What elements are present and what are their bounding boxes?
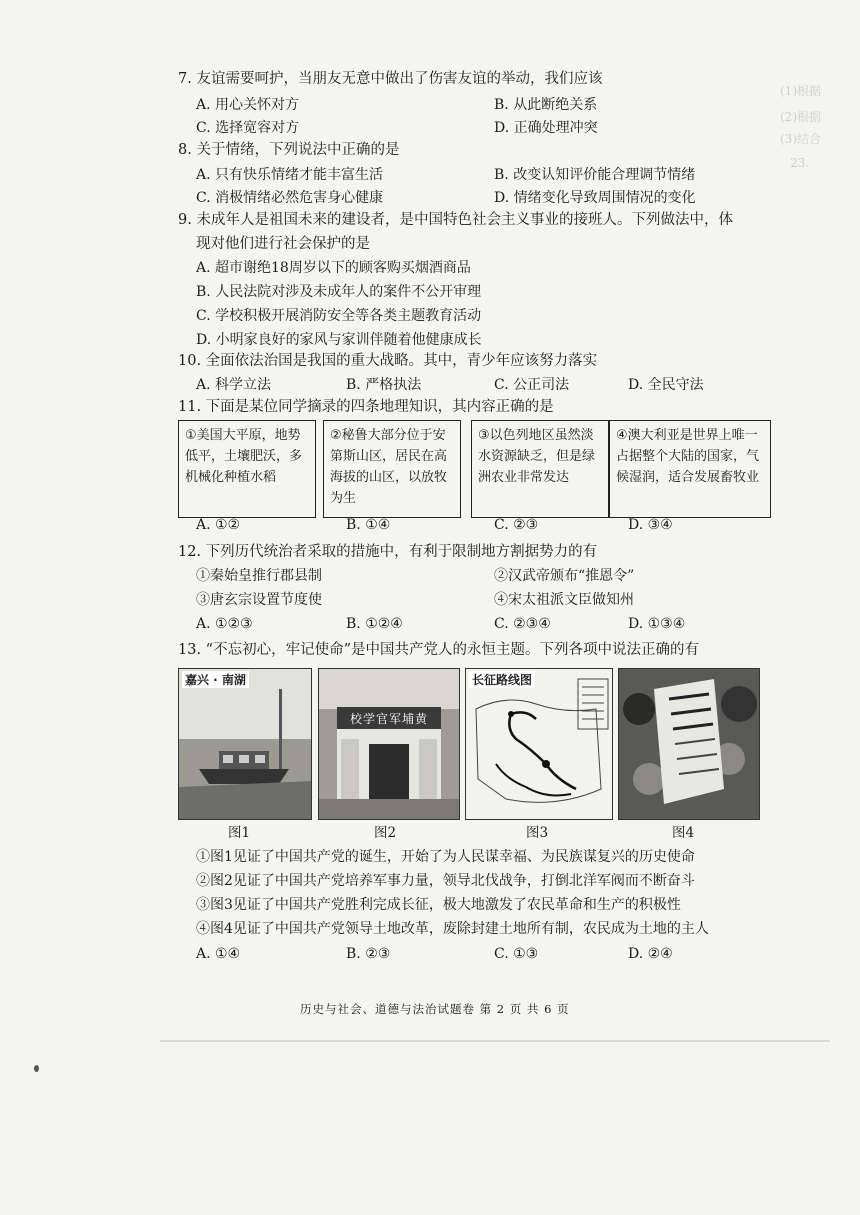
q9-option-c[interactable]: C. 学校积极开展消防安全等各类主题教育活动 bbox=[196, 308, 482, 324]
scan-edge-line bbox=[160, 1040, 830, 1042]
figure-3-image bbox=[465, 668, 613, 820]
q7-option-d[interactable]: D. 正确处理冲突 bbox=[494, 120, 598, 136]
q13-item-4: ④图4见证了中国共产党领导土地改革，废除封建土地所有制，农民成为土地的主人 bbox=[196, 921, 709, 937]
q9-option-b[interactable]: B. 人民法院对涉及未成年人的案件不公开审理 bbox=[196, 284, 482, 300]
q10-option-a[interactable]: A. 科学立法 bbox=[196, 377, 272, 393]
geo-fact-box-3: ③以色列地区虽然淡水资源缺乏，但是绿洲农业非常发达 bbox=[471, 420, 609, 518]
q10-option-d[interactable]: D. 全民守法 bbox=[628, 377, 704, 393]
figure-2-sign: 校学官军埔黄 bbox=[349, 712, 428, 726]
page-footer: 历史与社会、道德与法治试题卷 第 2 页 共 6 页 bbox=[300, 1002, 570, 1016]
figure-3-tag: 长征路线图 bbox=[469, 671, 535, 688]
figure-2-image bbox=[318, 668, 460, 820]
q13-option-a[interactable]: A. ①④ bbox=[196, 946, 241, 962]
q13-option-c[interactable]: C. ①③ bbox=[494, 946, 539, 962]
figure-3-caption: 图3 bbox=[526, 825, 549, 841]
question-13-stem: 13. “不忘初心，牢记使命”是中国共产党人的永恒主题。下列各项中说法正确的有 bbox=[178, 642, 699, 658]
geo-fact-box-1: ①美国大平原，地势低平，土壤肥沃，多机械化种植水稻 bbox=[178, 420, 316, 518]
geo-fact-box-4: ④澳大利亚是世界上唯一占据整个大陆的国家，气候湿润，适合发展畜牧业 bbox=[609, 420, 771, 518]
figure-4-caption: 图4 bbox=[672, 825, 695, 841]
q8-option-a[interactable]: A. 只有快乐情绪才能丰富生活 bbox=[196, 167, 384, 183]
q12-option-d[interactable]: D. ①③④ bbox=[628, 616, 686, 632]
q12-option-b[interactable]: B. ①②④ bbox=[346, 616, 403, 632]
q7-option-c[interactable]: C. 选择宽容对方 bbox=[196, 120, 300, 136]
q12-option-a[interactable]: A. ①②③ bbox=[196, 616, 253, 632]
question-11-stem: 11. 下面是某位同学摘录的四条地理知识，其内容正确的是 bbox=[178, 399, 554, 415]
q12-item-4: ④宋太祖派文臣做知州 bbox=[494, 592, 634, 608]
q8-option-c[interactable]: C. 消极情绪必然危害身心健康 bbox=[196, 190, 384, 206]
q7-option-a[interactable]: A. 用心关怀对方 bbox=[196, 97, 300, 113]
q13-item-2: ②图2见证了中国共产党培养军事力量，领导北伐战争，打倒北洋军阀而不断奋斗 bbox=[196, 873, 695, 889]
q9-option-d[interactable]: D. 小明家良好的家风与家训伴随着他健康成长 bbox=[196, 332, 482, 348]
scan-dot bbox=[34, 1065, 39, 1072]
q13-option-d[interactable]: D. ②④ bbox=[628, 946, 673, 962]
q12-item-3: ③唐玄宗设置节度使 bbox=[196, 592, 322, 608]
question-10-stem: 10. 全面依法治国是我国的重大战略。其中，青少年应该努力落实 bbox=[178, 353, 598, 369]
figure-1-tag: 嘉兴 · 南湖 bbox=[182, 671, 249, 688]
question-8-stem: 8. 关于情绪，下列说法中正确的是 bbox=[178, 142, 400, 158]
q8-option-b[interactable]: B. 改变认知评价能合理调节情绪 bbox=[494, 167, 696, 183]
q13-item-1: ①图1见证了中国共产党的诞生，开始了为人民谋幸福、为民族谋复兴的历史使命 bbox=[196, 849, 695, 865]
q13-option-b[interactable]: B. ②③ bbox=[346, 946, 391, 962]
q10-option-b[interactable]: B. 严格执法 bbox=[346, 377, 422, 393]
figure-1-caption: 图1 bbox=[228, 825, 251, 841]
geo-fact-box-2: ②秘鲁大部分位于安第斯山区，居民在高海拔的山区，以放牧为生 bbox=[323, 420, 461, 518]
q13-item-3: ③图3见证了中国共产党胜利完成长征，极大地激发了农民革命和生产的积极性 bbox=[196, 897, 681, 913]
question-9-stem: 9. 未成年人是祖国未来的建设者，是中国特色社会主义事业的接班人。下列做法中，体 bbox=[178, 212, 733, 228]
question-9-stem-cont: 现对他们进行社会保护的是 bbox=[196, 236, 370, 252]
question-7-stem: 7. 友谊需要呵护，当朋友无意中做出了伤害友谊的举动，我们应该 bbox=[178, 71, 603, 87]
q12-item-2: ②汉武帝颁布“推恩令” bbox=[494, 568, 635, 584]
figure-1-image bbox=[178, 668, 312, 820]
question-12-stem: 12. 下列历代统治者采取的措施中，有利于限制地方割据势力的有 bbox=[178, 544, 598, 560]
q11-option-c[interactable]: C. ②③ bbox=[494, 517, 539, 533]
q7-option-b[interactable]: B. 从此断绝关系 bbox=[494, 97, 598, 113]
figure-2-caption: 图2 bbox=[374, 825, 397, 841]
q8-option-d[interactable]: D. 情绪变化导致周围情况的变化 bbox=[494, 190, 696, 206]
figure-4-image bbox=[618, 668, 760, 820]
q11-option-b[interactable]: B. ①④ bbox=[346, 517, 391, 533]
q10-option-c[interactable]: C. 公正司法 bbox=[494, 377, 570, 393]
q12-item-1: ①秦始皇推行郡县制 bbox=[196, 568, 322, 584]
q11-option-d[interactable]: D. ③④ bbox=[628, 517, 673, 533]
q9-option-a[interactable]: A. 超市谢绝18周岁以下的顾客购买烟酒商品 bbox=[196, 260, 471, 276]
exam-page: (1)根据 (2)根据 (3)结合 23. 7. 友谊需要呵护，当朋友无意中做出了伤害友谊的举动，我们应该 A. 用心关怀对方 B. 从此断绝关系 C. 选择宽容对方 D. 正确处理冲突 8. 关于情绪，下列说法中正确的是 A. 只有快乐情绪才能丰富生活 B. 改变认知评价能合理调节情绪 C. 消极情绪必然危害身心健康 D. 情绪变化导致周围情况的变化 9. 未成年人是祖国未来的建设者，是中国特色社会主义事业的接班人。下列做法中，体 现对他们进行社会保护的是 A. 超市谢绝18周岁以下的顾客购买烟酒商品 B. 人民法院对涉及未成年人的案件不公开审理 C. 学校积极开展消防安全等各类主题教育活动 D. 小明家良好的家风与家训伴随着他健康成长 10. 全面依法治国是我国的重大战略。其中，青少年应该努力落实 A. 科学立法 B. 严格执法 C. 公正司法 D. 全民守法 11. 下面是某位同学摘录的四条地理知识，其内容正确的是 ①美国大平原，地势低平，土壤肥沃，多机械化种植水稻 ②秘鲁大部分位于安第斯山区，居民在高海拔的山区，以放牧为生 ③以色列地区虽然淡水资源缺乏，但是绿洲农业非常发达 ④澳大利亚是世界上唯一占据整个大陆的国家，气候湿润，适合发展畜牧业 A. ①② B. ①④ C. ②③ D. ③④ 12. 下列历代统治者采取的措施中，有利于限制地方割据势力的有 ①秦始皇推行郡县制 ②汉武帝颁布“推恩令” ③唐玄宗设置节度使 ④宋太祖派文臣做知州 A. ①②③ B. ①②④ C. ②③④ D. ①③④ 13. “不忘初心，牢记使命”是中国共产党人的永恒主题。下列各项中说法正确的有 嘉兴 · 南湖 校学官军埔黄 长征路线图 图1 图2 图3 图4 ①图1见证了中国共产党的诞生，开始了为人民谋幸福、为民族谋复兴的历史使命 ②图2见证了中国共产党培养军事力量，领导北伐战争，打倒北洋军阀而不断奋斗 ③图3见证了中国共产党胜利完成长征，极大地激发了农民革命和生产的积极性 ④图4见证了中国共产党领导土地改革，废除封建土地所有制，农民成为土地的主人 A. ①④ B. ②③ C. ①③ D. ②④ 历史与社会、道德与法治试题卷 第 2 页 共 6 页 bbox=[0, 0, 860, 1215]
q12-option-c[interactable]: C. ②③④ bbox=[494, 616, 551, 632]
q11-option-a[interactable]: A. ①② bbox=[196, 517, 241, 533]
